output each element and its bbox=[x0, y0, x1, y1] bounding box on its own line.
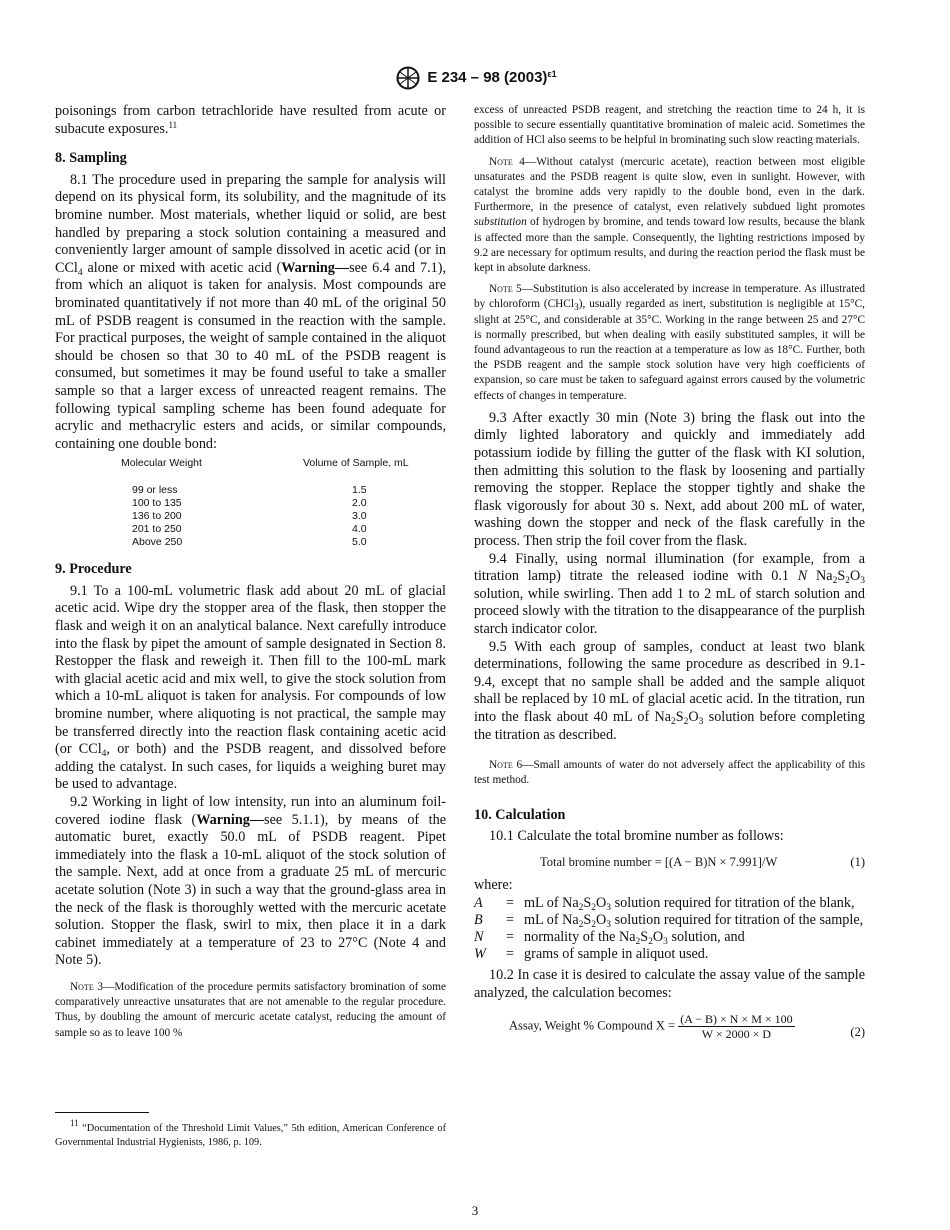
section-heading-procedure: 9. Procedure bbox=[55, 561, 132, 578]
paragraph-10-2: 10.2 In case it is desired to calculate the assay value of the sample analyzed, the calculation becomes: bbox=[474, 966, 865, 1001]
molecular-weight-cell: 201 to 250 bbox=[132, 523, 182, 536]
table-row bbox=[121, 484, 409, 497]
table-header-volume: Volume of Sample, mL bbox=[303, 457, 409, 470]
paragraph-9-5: 9.5 With each group of samples, conduct at least two blank determinations, following the same procedure as described in 9.1-9.4, except that no sample shall be added and the sample aliquot shall be replaced by 10 mL of glacial acetic acid. In the titration, run into the flask about 40 mL of $Na_2S_2O_3$ solution before completing the titration as described. bbox=[474, 638, 865, 743]
molecular-weight-cell: Above 250 bbox=[132, 536, 183, 549]
volume-cell: 2.0 bbox=[352, 497, 367, 510]
equation-2-fraction bbox=[678, 1012, 794, 1041]
equation-1-number: (1) bbox=[850, 854, 865, 869]
definition-text: mL of $Na_2S_2O_3$ solution required for titration of the blank, bbox=[524, 894, 855, 913]
variable-definitions bbox=[474, 895, 863, 963]
definition-symbol: W bbox=[474, 945, 486, 962]
paragraph-9-4: 9.4 Finally, using normal illumination (for example, from a titration lamp) titrate the released iodine with 0.1 N $Na_2S_2O_3$ solution, while swirling. Then add 1 to 2 mL of starch solution and proceed slowly with the titration to the disappearance of the purplish starch indicator color. bbox=[474, 550, 865, 637]
epsilon-superscript: ε1 bbox=[547, 68, 557, 79]
definition-text: mL of $Na_2S_2O_3$ solution required for titration of the sample, bbox=[524, 911, 864, 930]
equation-2-denominator: W × 2000 × D bbox=[701, 1027, 772, 1042]
equation-2 bbox=[474, 1012, 865, 1041]
definition-symbol: N bbox=[474, 928, 484, 945]
footnote-divider bbox=[55, 1112, 149, 1113]
where-label: where: bbox=[474, 877, 513, 894]
table-header-molecular-weight: Molecular Weight bbox=[121, 457, 202, 470]
section-heading-sampling: 8. Sampling bbox=[55, 150, 127, 167]
definition-row bbox=[474, 895, 863, 912]
definition-row bbox=[474, 912, 863, 929]
note-6: Note 6—Small amounts of water do not adversely affect the applicability of this test method. bbox=[474, 759, 865, 787]
volume-cell: 1.5 bbox=[352, 484, 367, 497]
equation-1 bbox=[474, 854, 865, 872]
definition-text: normality of the $Na_2S_2O_3$ solution, and bbox=[524, 928, 745, 947]
definition-equals: = bbox=[505, 928, 514, 945]
table-row bbox=[121, 523, 409, 536]
definition-symbol: A bbox=[474, 894, 483, 911]
footnote-11: 11 “Documentation of the Threshold Limit Values,” 5th edition, American Conference of Governmental Industrial Hygienists, 1986, p. 109. bbox=[55, 1118, 446, 1148]
section-heading-calculation: 10. Calculation bbox=[474, 806, 566, 823]
definition-equals: = bbox=[505, 945, 514, 962]
equation-2-lhs: Assay, Weight % Compound X = bbox=[509, 1018, 676, 1033]
note-5: Note 5—Substitution is also accelerated by increase in temperature. As illustrated by chloroform (CHCl$_3$), usually regarded as inert, substitution is negligible at 15°C, slight at 25°C, and considerable at 35°C. Working in the range between 25 and 27°C is normally prescribed, but when dealing with easily substituted samples, it will be found advantageous to run the reaction at a temperature as low as 18°C. Further, both the PSDB reagent and the sample stock solution have very high coefficients of expansion, so care must be taken to safeguard against errors caused by the volumetric effects of changes in temperature. bbox=[474, 283, 865, 402]
volume-cell: 3.0 bbox=[352, 510, 367, 523]
note-3-continued: excess of unreacted PSDB reagent, and stretching the reaction time to 24 h, it is possible to secure essentially quantitative bromination of maleic acid. Sometimes the addition of HCl also seems to be helpful in brominating such slow reacting materials. bbox=[474, 104, 865, 147]
note-3: Note 3—Modification of the procedure permits satisfactory bromination of some comparatively unreactive unsaturates that are not amenable to the regular procedure. Thus, by doubling the amount of mercuric acetate catalyst, reducing the amount of sample so as to leave 100 % bbox=[55, 980, 446, 1039]
molecular-weight-cell: 99 or less bbox=[132, 484, 178, 497]
right-column bbox=[474, 103, 865, 1047]
volume-cell: 4.0 bbox=[352, 523, 367, 536]
astm-logo-icon bbox=[393, 66, 423, 90]
page-header bbox=[0, 66, 950, 90]
molecular-weight-cell: 100 to 135 bbox=[132, 497, 182, 510]
left-column bbox=[55, 103, 446, 1047]
paragraph-9-2: 9.2 Working in light of low intensity, run into an aluminum foil-covered iodine flask (Warning—see 5.1.1), by means of the automatic buret, exactly 50.0 mL of PSDB reagent. Pipet immediately into the flask a 10-mL aliquot of the stock solution of the sample. Next, add at once from a graduate 25 mL of mercuric acetate solution (Note 3) in such a way that the ground-glass area in the neck of the flask is thoroughly wetted with the mercuric acetate solution. Stopper the flask, swirl to mix, then place it in a dark cabinet immediately at a temperature of 23 to 27°C (Note 4 and Note 5). bbox=[55, 794, 446, 969]
definition-equals: = bbox=[505, 894, 514, 911]
paragraph-8-1: 8.1 The procedure used in preparing the sample for analysis will depend on its physical form, its solubility, and the magnitude of its bromine number. Most materials, whether liquid or solid, are best handled by preparing a stock solution containing a measured and conveniently larger amount of sample dissolved in acetic acid (or in CCl$_4$ alone or mixed with acetic acid (Warning—see 6.4 and 7.1), from which an aliquot is taken for analysis. Most compounds are brominated quantitatively if not more than 40 mL of the original 50 mL of PSDB reagent is consumed in the reaction with the sample. For practical purposes, the weight of sample contained in the aliquot should be chosen so that 30 to 40 mL of the PSDB reagent is consumed, but sometimes it may be found useful to take a smaller sample so that a larger excess of unreacted reagent remains. The following typical sampling scheme has been found adequate for acrylic and methacrylic esters and acids, or similar compounds, containing one double bond: bbox=[55, 171, 447, 452]
designation: E 234 – 98 (2003) bbox=[427, 68, 548, 86]
paragraph-continuation: poisonings from carbon tetrachloride have resulted from acute or subacute exposures.$^{11}$ bbox=[55, 103, 446, 137]
definition-row bbox=[474, 929, 863, 946]
definition-text: grams of sample in aliquot used. bbox=[524, 945, 709, 962]
table-row bbox=[121, 536, 409, 549]
paragraph-9-3: 9.3 After exactly 30 min (Note 3) bring the flask out into the dimly lighted laboratory and quickly and immediately add potassium iodide by filling the gutter of the flask with KI solution, then admitting this solution to the flask by loosening and partially removing the stopper. Replace the stopper tightly and shake the flask vigorously for about 30 s. Next, add about 200 mL of water, washing down the stopper and neck of the flask carefully in the process. Then strip the foil cover from the flask. bbox=[474, 409, 865, 550]
equation-2-number: (2) bbox=[850, 1025, 865, 1040]
volume-cell: 5.0 bbox=[352, 536, 367, 549]
footnote-ref: 11 bbox=[168, 119, 178, 130]
definition-symbol: B bbox=[474, 911, 483, 928]
page-number: 3 bbox=[471, 1203, 479, 1218]
definition-row bbox=[474, 946, 863, 963]
equation-2-numerator: (A − B) × N × M × 100 bbox=[680, 1012, 793, 1027]
table-row bbox=[121, 510, 409, 523]
definition-equals: = bbox=[505, 911, 514, 928]
paragraph-10-1: 10.1 Calculate the total bromine number as follows: bbox=[489, 828, 784, 845]
sampling-table bbox=[121, 457, 409, 549]
molecular-weight-cell: 136 to 200 bbox=[132, 510, 182, 523]
paragraph-9-1: 9.1 To a 100-mL volumetric flask add about 20 mL of glacial acetic acid. Wipe dry the stopper area of the flask, then stopper the flask and weigh it on an analytical balance. Next carefully introduce into the flask by pipet the amount of sample designated in Section 8. Restopper the flask and reweigh it. Then fill to the 100-mL mark with glacial acetic acid and mix well, to give the stock solution from which a 10-mL aliquot is taken for analysis. For compounds of low bromine number, where aliquoting is not practical, the sample may be transferred directly into the reaction flask containing acetic acid (or CCl$_4$, or both) and the PSDB reagent, and dissolved before adding the catalyst. In such cases, for liquids a weighing buret may be used to advantage. bbox=[55, 582, 446, 793]
table-row bbox=[121, 497, 409, 510]
equation-1-body: Total bromine number = [(A − B)N × 7.991]/W bbox=[540, 854, 778, 869]
note-4: Note 4—Without catalyst (mercuric acetate), reaction between most eligible unsaturates and the PSDB reagent is quite slow, even in sunlight. However, with catalyst the bromine adds very rapidly to the double bond, even in the dark. Furthermore, in the presence of catalyst, even relatively subdued light promotes substitution of hydrogen by bromine, and tends toward low results, because the blank is affected more than the sample. Consequently, the lighting restrictions imposed by 9.2 are necessary for optimum results, and during the reaction period the flask must be kept in absolute darkness. bbox=[474, 155, 866, 275]
